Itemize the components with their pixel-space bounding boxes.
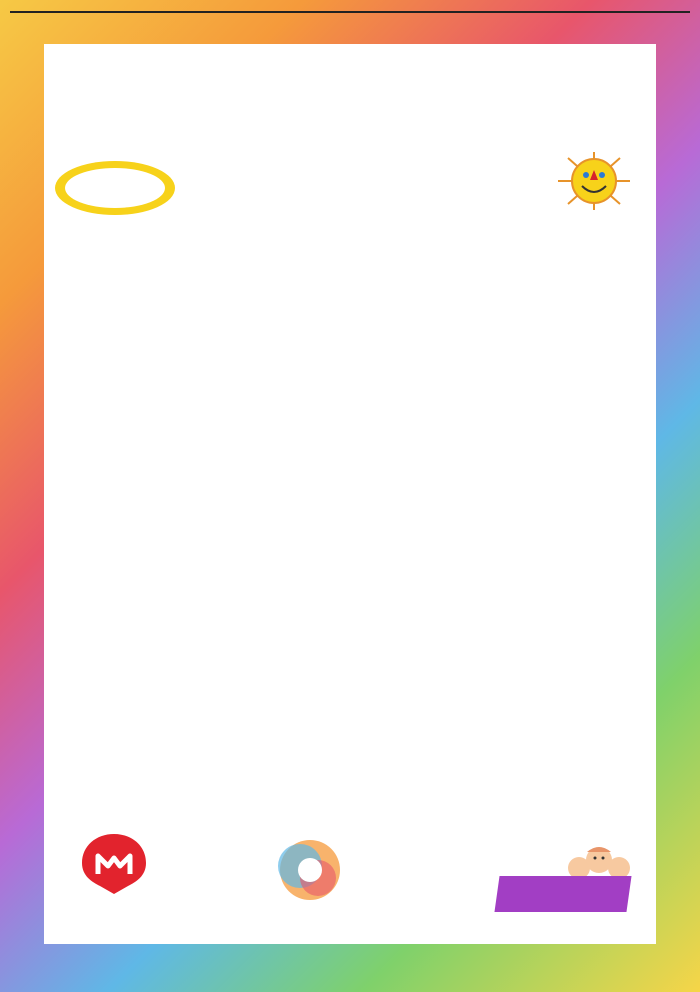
zornicka-logo — [52, 158, 178, 220]
people-chain-bottom — [0, 946, 700, 990]
people-chain-top — [0, 4, 700, 44]
people-chain-left — [2, 40, 42, 950]
sdetmi-logo — [497, 842, 639, 914]
umc-20-logo — [210, 830, 350, 910]
sun-logo — [548, 150, 640, 212]
martinus-logo — [62, 830, 166, 912]
people-chain-right — [658, 40, 698, 950]
